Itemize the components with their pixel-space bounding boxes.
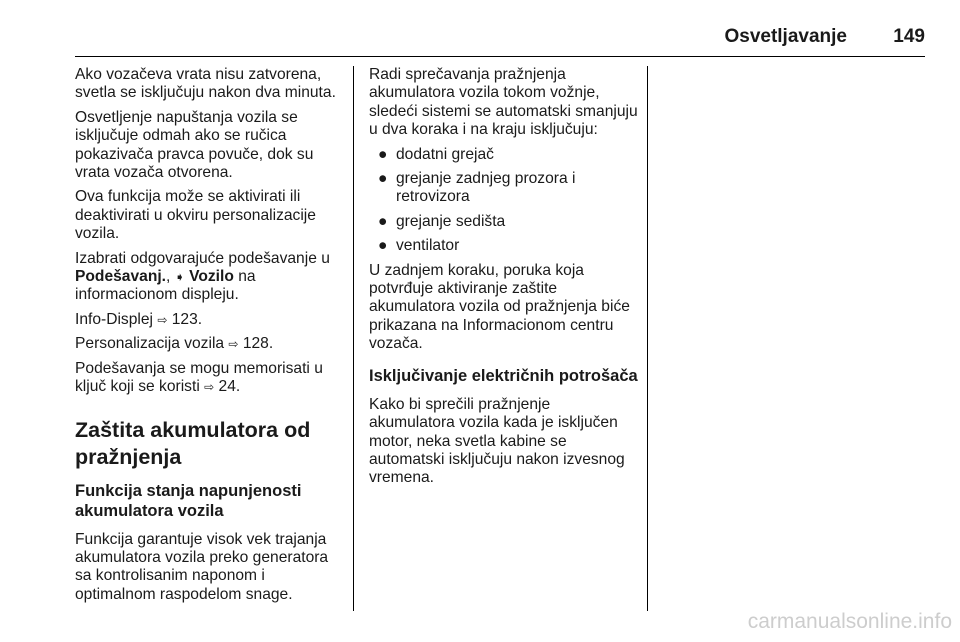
column-divider-left <box>353 66 354 611</box>
paragraph-menu-path <box>75 250 345 305</box>
bullet-icon: ● <box>378 212 388 230</box>
list-item-text: ventilator <box>396 237 460 255</box>
paragraph: Radi sprečavanja pražnjenja akumulatora vozila tokom vožnje, sledeći sistemi se automatski smanjuju u dva koraka i na kraju isključuju: <box>369 66 638 139</box>
list-item <box>369 237 639 255</box>
column-right <box>369 66 639 494</box>
bullet-icon: ● <box>378 145 388 163</box>
menu-vehicle-label: Vozilo <box>189 268 234 286</box>
section-heading: Zaštita akumulatora od pražnjenja <box>75 417 311 469</box>
reference-arrow-icon: ⇨ <box>228 337 239 352</box>
section-title: Osvetljavanje <box>724 26 847 47</box>
page-number: 149 <box>893 26 925 47</box>
list-item-text: grejanje sedišta <box>396 212 506 230</box>
paragraph: U zadnjem koraku, poruka koja potvrđuje aktiviranje zaštite akumulatora vozila od pražnjenja biće prikazana na Informacionom centru vozača. <box>369 261 630 353</box>
subsection-heading: Isključivanje električnih potrošača <box>369 366 638 385</box>
list-item <box>369 213 639 231</box>
bullet-icon: ● <box>378 237 388 255</box>
systems-list <box>369 146 639 256</box>
text: Info-Displej <box>75 310 158 328</box>
cross-reference <box>75 311 345 329</box>
menu-settings-label: Podešavanj. <box>75 268 167 286</box>
page-header <box>75 26 925 57</box>
column-divider-right <box>647 66 648 611</box>
subsection-heading: Funkcija stanja napunjenosti akumulatora vozila <box>75 481 302 520</box>
paragraph: Osvetljenje napuštanja vozila se isključuje odmah ako se ručica pokazivača pravca povuče, dok su vrata vozača otvorena. <box>75 108 314 182</box>
list-item <box>369 170 639 207</box>
page-reference-link[interactable]: 24. <box>218 378 241 396</box>
text: , <box>166 268 175 286</box>
paragraph: Kako bi sprečili pražnjenje akumulatora vozila kada je isključen motor, neka svetla kabine se automatski isključuju nakon izvesnog vremena. <box>369 395 625 487</box>
watermark: carmanualsonline.info <box>747 610 952 633</box>
text: Podešavanja se mogu memorisati u ključ koji se koristi <box>75 359 323 396</box>
paragraph: Ova funkcija može se aktivirati ili deaktivirati u okviru personalizacije vozila. <box>75 188 316 243</box>
list-item <box>369 146 639 164</box>
list-item-text: dodatni grejač <box>396 145 494 163</box>
menu-arrow-icon: ➧ <box>174 270 185 285</box>
text: Personalizacija vozila <box>75 335 229 353</box>
page-reference-link[interactable]: 128. <box>242 335 274 353</box>
list-item-text: grejanje zadnjeg prozora i retrovizora <box>396 170 576 206</box>
reference-arrow-icon: ⇨ <box>157 312 168 327</box>
paragraph: Funkcija garantuje visok vek trajanja akumulatora vozila preko generatora sa kontrolisanim naponom i optimalnom raspodelom snage. <box>75 530 329 603</box>
text: Izabrati odgovarajuće podešavanje u <box>75 249 330 267</box>
page-reference-link[interactable]: 123. <box>171 310 203 328</box>
bullet-icon: ● <box>378 170 388 188</box>
reference-arrow-icon: ⇨ <box>204 380 215 395</box>
text: na informacionom displeju. <box>75 268 256 304</box>
column-left <box>75 66 345 610</box>
cross-reference <box>75 335 345 353</box>
cross-reference <box>75 360 345 397</box>
paragraph: Ako vozačeva vrata nisu zatvorena, svetla se isključuju nakon dva minuta. <box>75 66 336 102</box>
